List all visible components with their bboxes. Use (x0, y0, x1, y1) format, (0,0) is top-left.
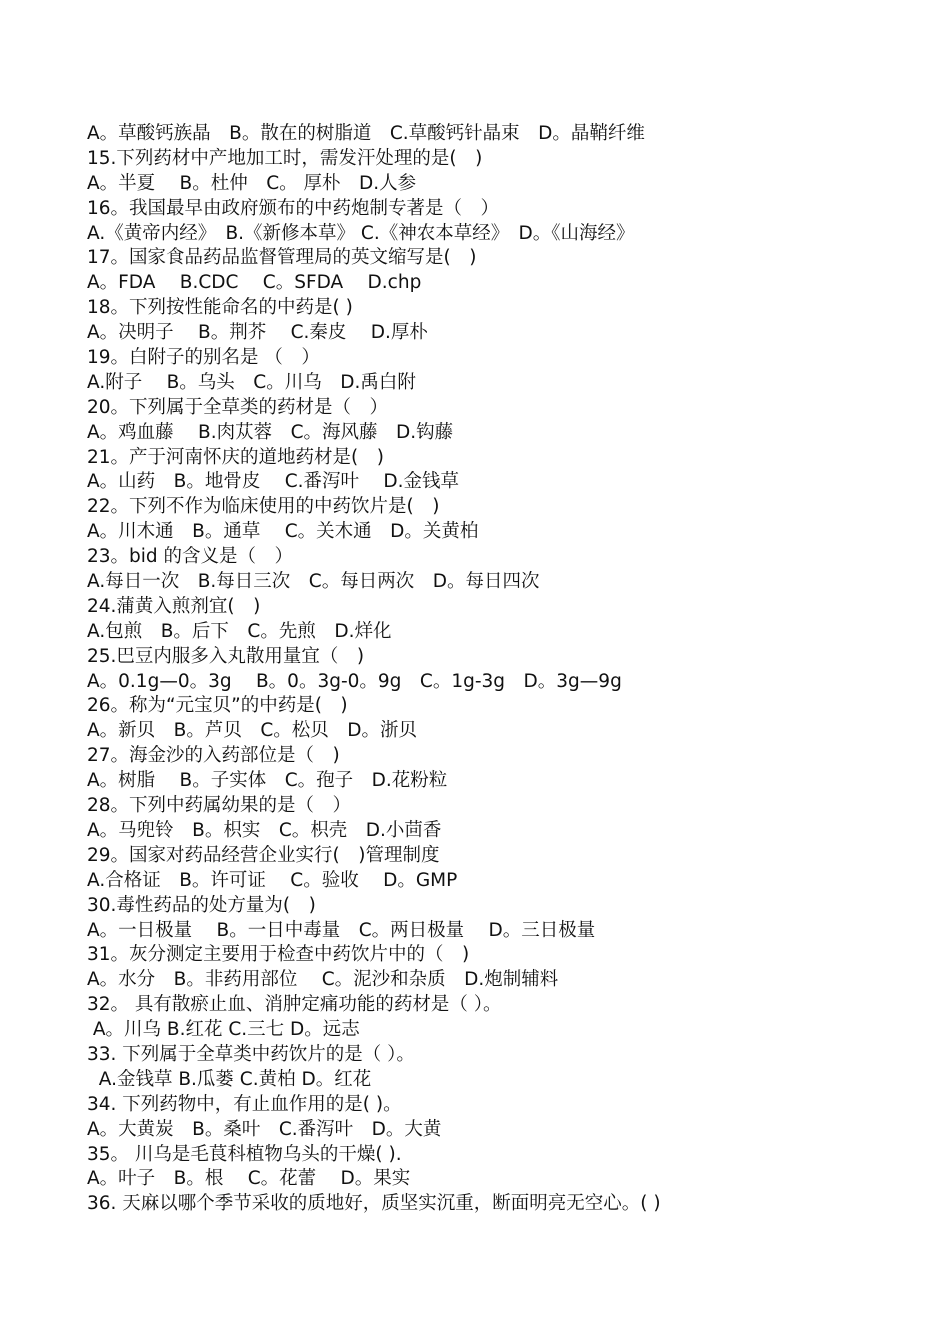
text-line: A.合格证 B。许可证 C。验收 D。GMP (87, 869, 458, 891)
text-line: A。FDA B.CDC C。SFDA D.chp (87, 272, 422, 294)
text-line: 17。国家食品药品监督管理局的英文缩写是( ) (87, 247, 477, 269)
text-line: 31。灰分测定主要用于检查中药饮片中的（ ) (87, 944, 470, 966)
text-line: A。草酸钙族晶 B。散在的树脂道 C.草酸钙针晶束 D。晶鞘纤维 (87, 123, 645, 144)
text-line: A。鸡血藤 B.肉苁蓉 C。海风藤 D.钩藤 (87, 421, 454, 443)
text-line: 15.下列药材中产地加工时，需发汗处理的是( ) (87, 147, 483, 169)
text-line: 19。白附子的别名是 （ ） (87, 347, 320, 369)
text-line: A.附子 B。乌头 C。川乌 D.禹白附 (87, 371, 416, 393)
text-line: A。0.1g—0。3g B。0。3g-0。9g C。1g-3g D。3g—9g (87, 670, 622, 692)
text-line: A.《黄帝内经》 B.《新修本草》 C.《神农本草经》 D。《山海经》 (87, 222, 635, 244)
text-line: A。一日极量 B。一日中毒量 C。两日极量 D。三日极量 (87, 919, 596, 941)
text-line: A。川木通 B。通草 C。关木通 D。关黄柏 (87, 521, 479, 543)
text-line: 29。国家对药品经营企业实行( )管理制度 (87, 844, 440, 866)
text-line: 26。称为“元宝贝”的中药是( ) (87, 695, 348, 717)
text-line: A。新贝 B。芦贝 C。松贝 D。浙贝 (87, 720, 418, 742)
text-line: A.每日一次 B.每日三次 C。每日两次 D。每日四次 (87, 571, 540, 593)
text-line: 30.毒性药品的处方量为( ) (87, 894, 316, 916)
text-line: A。川乌 B.红花 C.三七 D。远志 (87, 1019, 360, 1041)
text-line: 32。 具有散瘀止血、消肿定痛功能的药材是（ ）。 (87, 994, 502, 1016)
text-line: A。叶子 B。根 C。花蕾 D。果实 (87, 1168, 411, 1190)
text-line: A。马兜铃 B。枳实 C。枳壳 D.小茴香 (87, 819, 442, 841)
text-line: 24.蒲黄入煎剂宜( ) (87, 595, 261, 617)
text-line: A。水分 B。非药用部位 C。泥沙和杂质 D.炮制辅料 (87, 969, 559, 991)
text-line: 28。下列中药属幼果的是（ ） (87, 795, 352, 817)
text-line: 36. 天麻以哪个季节采收的质地好，质坚实沉重，断面明亮无空心。( ) (87, 1193, 661, 1215)
text-line: 20。下列属于全草类的药材是（ ） (87, 396, 389, 418)
text-line: 35。 川乌是毛茛科植物乌头的干燥( ). (87, 1143, 402, 1165)
text-line: A。半夏 B。杜仲 C。 厚朴 D.人参 (87, 172, 417, 194)
question-list (87, 122, 887, 1217)
text-line: 33. 下列属于全草类中药饮片的是（ ）。 (87, 1043, 415, 1065)
text-line: 23。bid 的含义是（ ） (87, 546, 294, 568)
text-line: A。决明子 B。荆芥 C.秦皮 D.厚朴 (87, 322, 428, 344)
text-line: A。大黄炭 B。桑叶 C.番泻叶 D。大黄 (87, 1118, 442, 1140)
text-line: 21。产于河南怀庆的道地药材是( ) (87, 446, 384, 468)
text-line: A.包煎 B。后下 C。先煎 D.烊化 (87, 620, 392, 642)
text-line: 34. 下列药物中，有止血作用的是( )。 (87, 1093, 402, 1115)
text-line: A.金钱草 B.瓜蒌 C.黄柏 D。红花 (87, 1068, 372, 1090)
text-line: 25.巴豆内服多入丸散用量宜（ ) (87, 645, 365, 667)
text-line: A。树脂 B。子实体 C。孢子 D.花粉粒 (87, 770, 448, 792)
text-line: 22。下列不作为临床使用的中药饮片是( ) (87, 496, 440, 518)
text-line: A。山药 B。地骨皮 C.番泻叶 D.金钱草 (87, 471, 460, 493)
text-line: 27。海金沙的入药部位是（ ) (87, 745, 340, 767)
text-line: 16。我国最早由政府颁布的中药炮制专著是（ ） (87, 197, 500, 219)
text-line: 18。下列按性能命名的中药是( ) (87, 297, 353, 319)
